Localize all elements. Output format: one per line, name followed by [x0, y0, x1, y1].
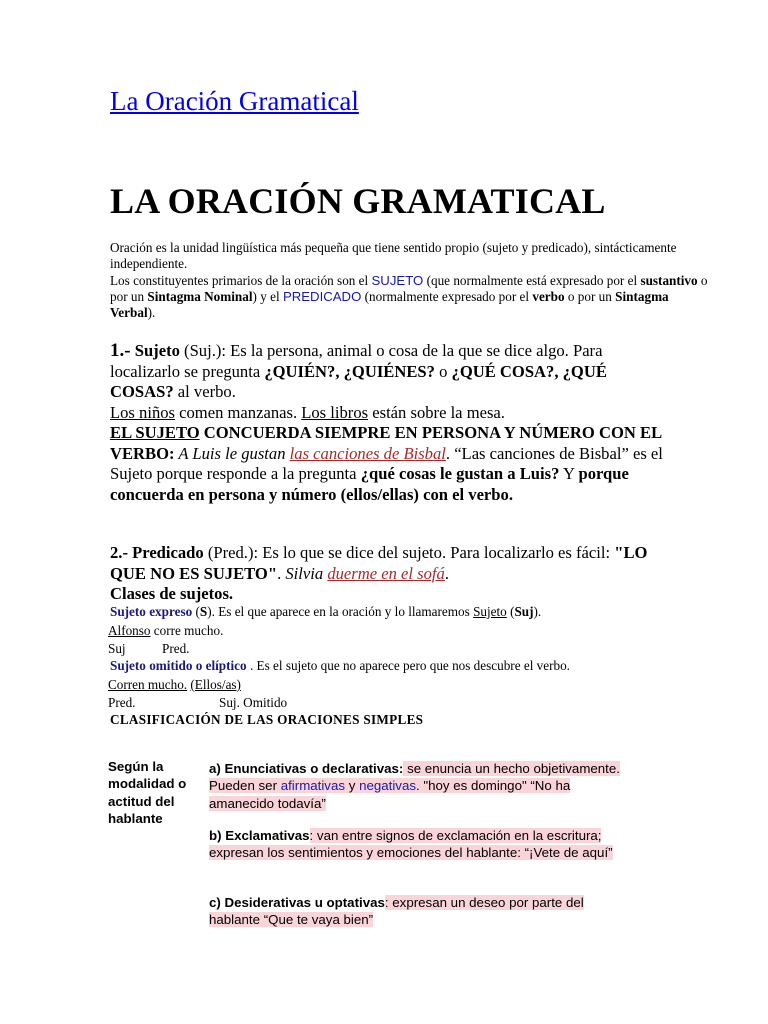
section-sujeto: 1.- Sujeto (Suj.): Es la persona, animal o cosa de la que se dice algo. Para localizarlo se pregunta ¿QUIÉN?, ¿QUIÉNES? o ¿QUÉ COSA?, ¿QUÉ COSAS? al verbo. Los niños comen manzanas. Los libros están sobre la mesa. EL SUJETO CONCUERDA SIEMPRE EN PERSONA Y NÚMERO CON EL VERBO: A Luis le gustan las canciones de Bisbal. “Las canciones de Bisbal” es el Sujeto porque responde a la pregunta ¿qué cosas le gustan a Luis? Y porque concuerda en persona y número (ellos/ellas) con el verbo. [110, 340, 663, 504]
table-left-cell: Según la modalidad o actitud del hablante [108, 759, 187, 826]
clasificacion-heading: CLASIFICACIÓN DE LAS ORACIONES SIMPLES [110, 712, 424, 727]
desiderativas-cell: c) Desiderativas u optativas: expresan un deseo por parte del hablante “Que te vaya bien” [209, 895, 584, 928]
intro-line-2: Los constituyentes primarios de la oración son el SUJETO (que normalmente está expresado por el sustantivo o por un Sintagma Nominal) y el PREDICADO (normalmente expresado por el verbo o por un Sintagma Verbal). [110, 272, 708, 321]
intro-line-1: Oración es la unidad lingüística más pequeña que tiene sentido propio (sujeto y predicado), sintácticamente independiente. [110, 240, 677, 272]
exclamativas-cell: b) Exclamativas: van entre signos de exclamación en la escritura; expresan los sentimientos y emociones del hablante: “¡Vete de aquí” [209, 828, 613, 861]
omitido-label-pred: Pred. [108, 695, 136, 710]
omitido-example: Corren mucho. (Ellos/as) [108, 677, 241, 692]
sujeto-expreso-line: Sujeto expreso (S). Es el que aparece en la oración y lo llamaremos Sujeto (Suj). [110, 604, 542, 619]
expreso-label-suj: Suj [108, 641, 126, 656]
title-link[interactable]: La Oración Gramatical [110, 86, 359, 116]
section-predicado: 2.- Predicado (Pred.): Es lo que se dice del sujeto. Para localizarlo es fácil: "LO QUE NO ES SUJETO". Silvia duerme en el sofá. Clases de sujetos. [110, 543, 648, 603]
enunciativas-cell: a) Enunciativas o declarativas: se enuncia un hecho objetivamente. Pueden ser afirmativas y negativas. "hoy es domingo" “No ha amanecido todavía” [209, 761, 620, 811]
intro-paragraph [110, 240, 710, 321]
sujeto-term: SUJETO [371, 272, 424, 288]
predicado-term: PREDICADO [282, 288, 362, 304]
expreso-example: Alfonso corre mucho. [108, 623, 224, 638]
sujeto-omitido-line: Sujeto omitido o elíptico . Es el sujeto que no aparece pero que nos descubre el verbo. [110, 658, 570, 673]
example-link-2[interactable]: duerme en el sofá [327, 563, 445, 583]
expreso-label-pred: Pred. [162, 641, 190, 656]
example-link[interactable]: las canciones de Bisbal [289, 443, 446, 463]
page-heading: LA ORACIÓN GRAMATICAL [110, 181, 606, 221]
omitido-label-suj: Suj. Omitido [219, 695, 288, 710]
clases-heading: Clases de sujetos. [110, 584, 234, 603]
